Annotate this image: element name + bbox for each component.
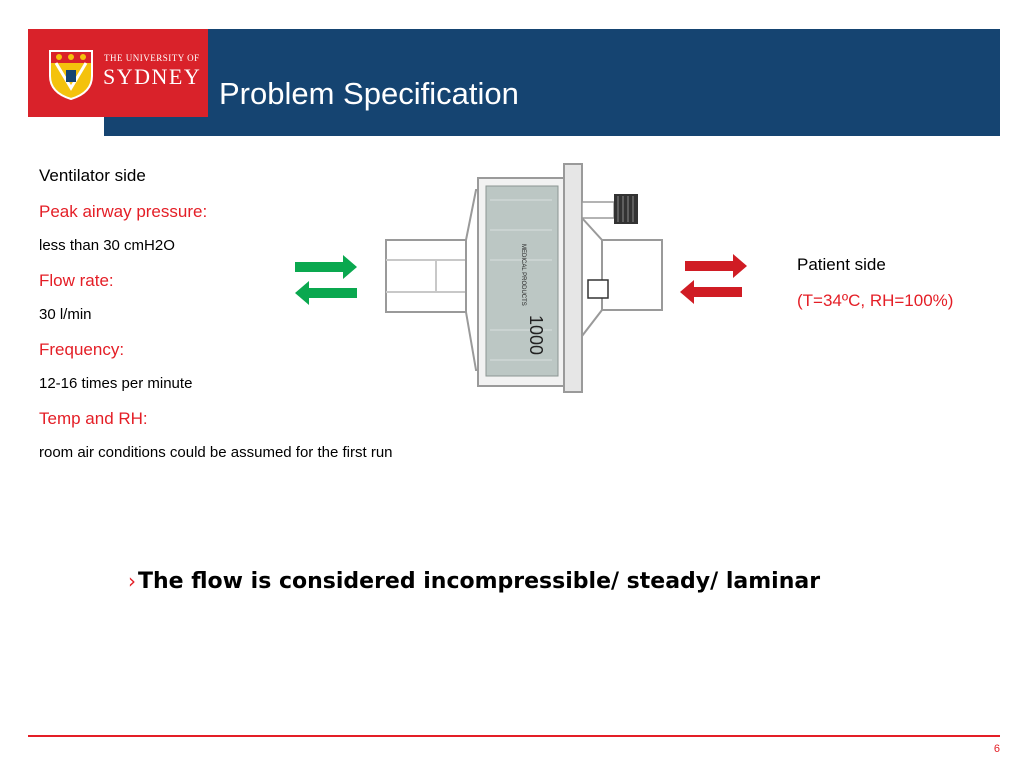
patient-side-conditions: (T=34ºC, RH=100%) xyxy=(797,291,954,310)
spec-value-frequency: 12-16 times per minute xyxy=(39,375,193,392)
spec-label-flow-rate: Flow rate: xyxy=(39,271,114,290)
patient-side-heading: Patient side xyxy=(797,255,886,274)
bullet-marker: › xyxy=(128,569,136,593)
page-title: Problem Specification xyxy=(219,76,519,111)
page-number: 6 xyxy=(993,743,1000,755)
arrow-right-icon xyxy=(683,252,749,280)
arrow-left-icon xyxy=(678,278,744,306)
spec-label-peak-pressure: Peak airway pressure: xyxy=(39,202,208,221)
spec-label-frequency: Frequency: xyxy=(39,340,125,359)
university-logo xyxy=(28,29,208,117)
arrow-left-icon xyxy=(293,279,359,307)
spec-value-peak-pressure: less than 30 cmH2O xyxy=(39,237,175,254)
spec-label-temp-rh: Temp and RH: xyxy=(39,409,148,428)
ventilator-side-heading: Ventilator side xyxy=(39,166,146,185)
arrow-right-icon xyxy=(293,253,359,281)
conclusion-bullet xyxy=(128,569,820,594)
crest-icon xyxy=(47,48,95,100)
hme-filter-diagram xyxy=(380,160,670,400)
filter-marking-text: 1000 xyxy=(526,315,546,356)
footer-divider xyxy=(28,735,1000,737)
filter-brand-text: MEDICAL PRODUCTS xyxy=(520,244,526,306)
spec-value-flow-rate: 30 l/min xyxy=(39,306,92,323)
spec-value-temp-rh: room air conditions could be assumed for the first run xyxy=(39,444,393,461)
conclusion-text: The flow is considered incompressible/ steady/ laminar xyxy=(138,569,821,594)
logo-text-small: THE UNIVERSITY OF xyxy=(104,53,200,63)
logo-text-big: SYDNEY xyxy=(103,64,202,89)
